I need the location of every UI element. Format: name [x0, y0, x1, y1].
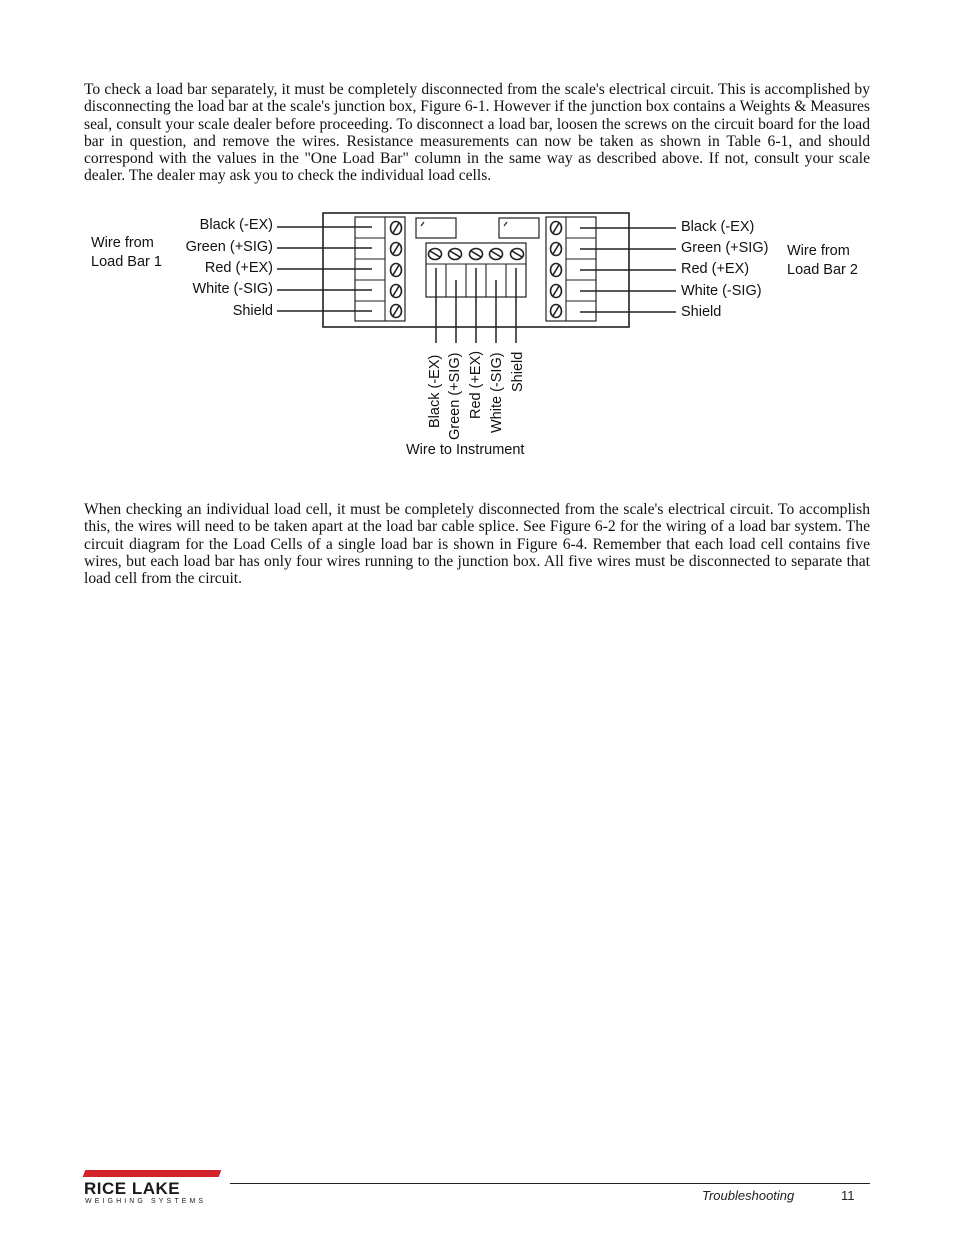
right-wire-label-black: Black (-EX) [681, 219, 755, 235]
page-number: 11 [841, 1188, 855, 1203]
connector-left [416, 218, 456, 238]
logo-red-bar [83, 1170, 222, 1177]
right-group-label-line2: Load Bar 2 [787, 262, 858, 278]
instrument-wire-label-red: Red (+EX) [468, 350, 484, 419]
instrument-wire-label-white: White (-SIG) [489, 352, 505, 433]
instrument-wire-label-black: Black (-EX) [427, 354, 443, 428]
left-wire-label-white: White (-SIG) [192, 281, 273, 297]
left-group-label-line1: Wire from [91, 235, 154, 251]
logo-text: RICE LAKE [84, 1179, 181, 1198]
right-wire-label-red: Red (+EX) [681, 261, 750, 277]
left-wire-label-green: Green (+SIG) [185, 239, 273, 255]
footer-section-title: Troubleshooting [702, 1188, 795, 1203]
right-wire-label-white: White (-SIG) [681, 283, 762, 299]
right-group-label-line1: Wire from [787, 243, 850, 259]
connector-right [499, 218, 539, 238]
left-wire-label-shield: Shield [232, 303, 273, 319]
instrument-caption: Wire to Instrument [406, 442, 525, 458]
footer-divider [230, 1183, 870, 1184]
instrument-wire-label-shield: Shield [510, 351, 526, 392]
logo-subtext: WEIGHING SYSTEMS [85, 1198, 207, 1205]
left-wire-label-black: Black (-EX) [199, 217, 273, 233]
right-wire-label-shield: Shield [681, 304, 722, 320]
body-paragraph-load-cell: When checking an individual load cell, it must be completely disconnected from the scale's electrical circuit. To accomplish this, the wires will need to be taken apart at the load bar cable splice. See Figure 6-2 for the wiring of a load bar system. The circuit diagram for the Load Cells of a single load bar is shown in Figure 6-4. Remember that each load cell contains five wires, but each load bar has only four wires running to the junction box. All five wires must be disconnected to separate that load cell from the circuit. [84, 501, 870, 588]
right-wire-label-green: Green (+SIG) [681, 240, 769, 256]
rice-lake-logo [84, 1168, 224, 1208]
left-group-label-line2: Load Bar 1 [91, 254, 162, 270]
instrument-wire-label-green: Green (+SIG) [447, 352, 463, 440]
left-wire-label-red: Red (+EX) [204, 260, 273, 276]
body-paragraph-load-bar: To check a load bar separately, it must be completely disconnected from the scale's electrical circuit. This is accomplished by disconnecting the load bar at the scale's junction box, Figure 6-1. However if the junction box contains a Weights & Measures seal, consult your scale dealer before proceeding. To disconnect a load bar, loosen the screws on the circuit board for the load bar in question, and remove the wires. Resistance measurements can now be taken as shown in Table 6-1, and should correspond with the values in the "One Load Bar" column in the same way as described above. If not, consult your scale dealer. The dealer may ask you to check the individual load cells. [84, 81, 870, 185]
